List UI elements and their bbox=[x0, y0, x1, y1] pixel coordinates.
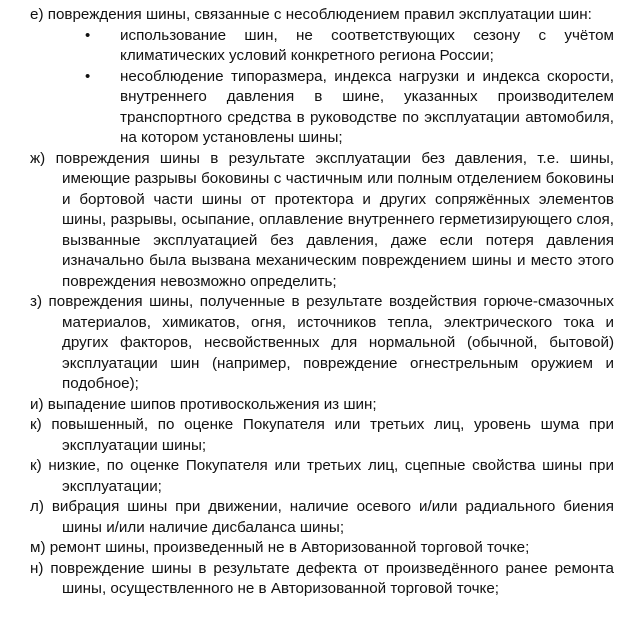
item-text: низкие, по оценке Покупателя или третьих лиц, сцепные свойства шины при эксплуатации; bbox=[48, 457, 614, 495]
list-item-i bbox=[30, 395, 614, 416]
list-item-z bbox=[30, 292, 614, 395]
item-text: выпадение шипов противоскольжения из шин; bbox=[47, 395, 377, 413]
list-item-m bbox=[30, 538, 614, 559]
list-item-n bbox=[30, 559, 614, 600]
sub-bullet-list bbox=[30, 26, 614, 149]
item-text: повреждения шины, полученные в результате воздействия горюче-смазочных материалов, химикатов, огня, источников тепла, электрического тока и других факторов, несвойственных для нормальной (обычной, бытовой) эксплуатации шин (например, повреждение огнестрельным оружием и подобное); bbox=[48, 293, 614, 392]
list-item-zh bbox=[30, 149, 614, 293]
item-text: повреждение шины в результате дефекта от произведённого ранее ремонта шины, осуществленного не в Авторизованной торговой точке; bbox=[50, 559, 614, 597]
sub-bullet-text: несоблюдение типоразмера, индекса нагрузки и индекса скорости, внутреннего давления в шине, указанных производителем транспортного средства в руководстве по эксплуатации автомобиля, на котором установлены шины; bbox=[120, 67, 614, 146]
sub-bullet-item bbox=[85, 67, 614, 149]
item-text: повреждения шины в результате эксплуатации без давления, т.е. шины, имеющие разрывы боковины с частичным или полным отделением боковины и бортовой части шины от протектора и других сопряжённых элементов шины, разрывы, осыпание, оплавление внутреннего герметизирующего слоя, вызванные эксплуатацией без давления, даже если потеря давления изначально была вызвана механическим повреждением шины и место этого повреждения невозможно определить; bbox=[55, 149, 614, 290]
item-marker: з) bbox=[30, 293, 43, 310]
item-marker: м) bbox=[30, 539, 46, 556]
item-marker: н) bbox=[30, 559, 44, 577]
list-item-e bbox=[30, 5, 614, 26]
item-marker: к) bbox=[30, 416, 42, 433]
bullet-icon: • bbox=[85, 67, 91, 85]
item-marker: ж) bbox=[30, 149, 46, 167]
item-marker: е) bbox=[30, 6, 44, 23]
item-marker: и) bbox=[30, 395, 44, 413]
list-item-l bbox=[30, 497, 614, 538]
sub-bullet-text: использование шин, не соответствующих сезону с учётом климатических условий конкретного региона России; bbox=[120, 26, 614, 64]
item-text: повреждения шины, связанные с несоблюдением правил эксплуатации шин: bbox=[47, 6, 592, 23]
item-text: вибрация шины при движении, наличие осевого и/или радиального биения шины и/или наличие дисбаланса шины; bbox=[51, 498, 614, 536]
item-marker: л) bbox=[30, 498, 44, 515]
item-text: повышенный, по оценке Покупателя или третьих лиц, уровень шума при эксплуатации шины; bbox=[51, 416, 614, 454]
item-text: ремонт шины, произведенный не в Авторизованной торговой точке; bbox=[49, 539, 530, 556]
sub-bullet-item bbox=[85, 26, 614, 67]
list-item-k1 bbox=[30, 415, 614, 456]
bullet-icon: • bbox=[85, 26, 91, 44]
list-item-k2 bbox=[30, 456, 614, 497]
item-marker: к) bbox=[30, 457, 42, 474]
